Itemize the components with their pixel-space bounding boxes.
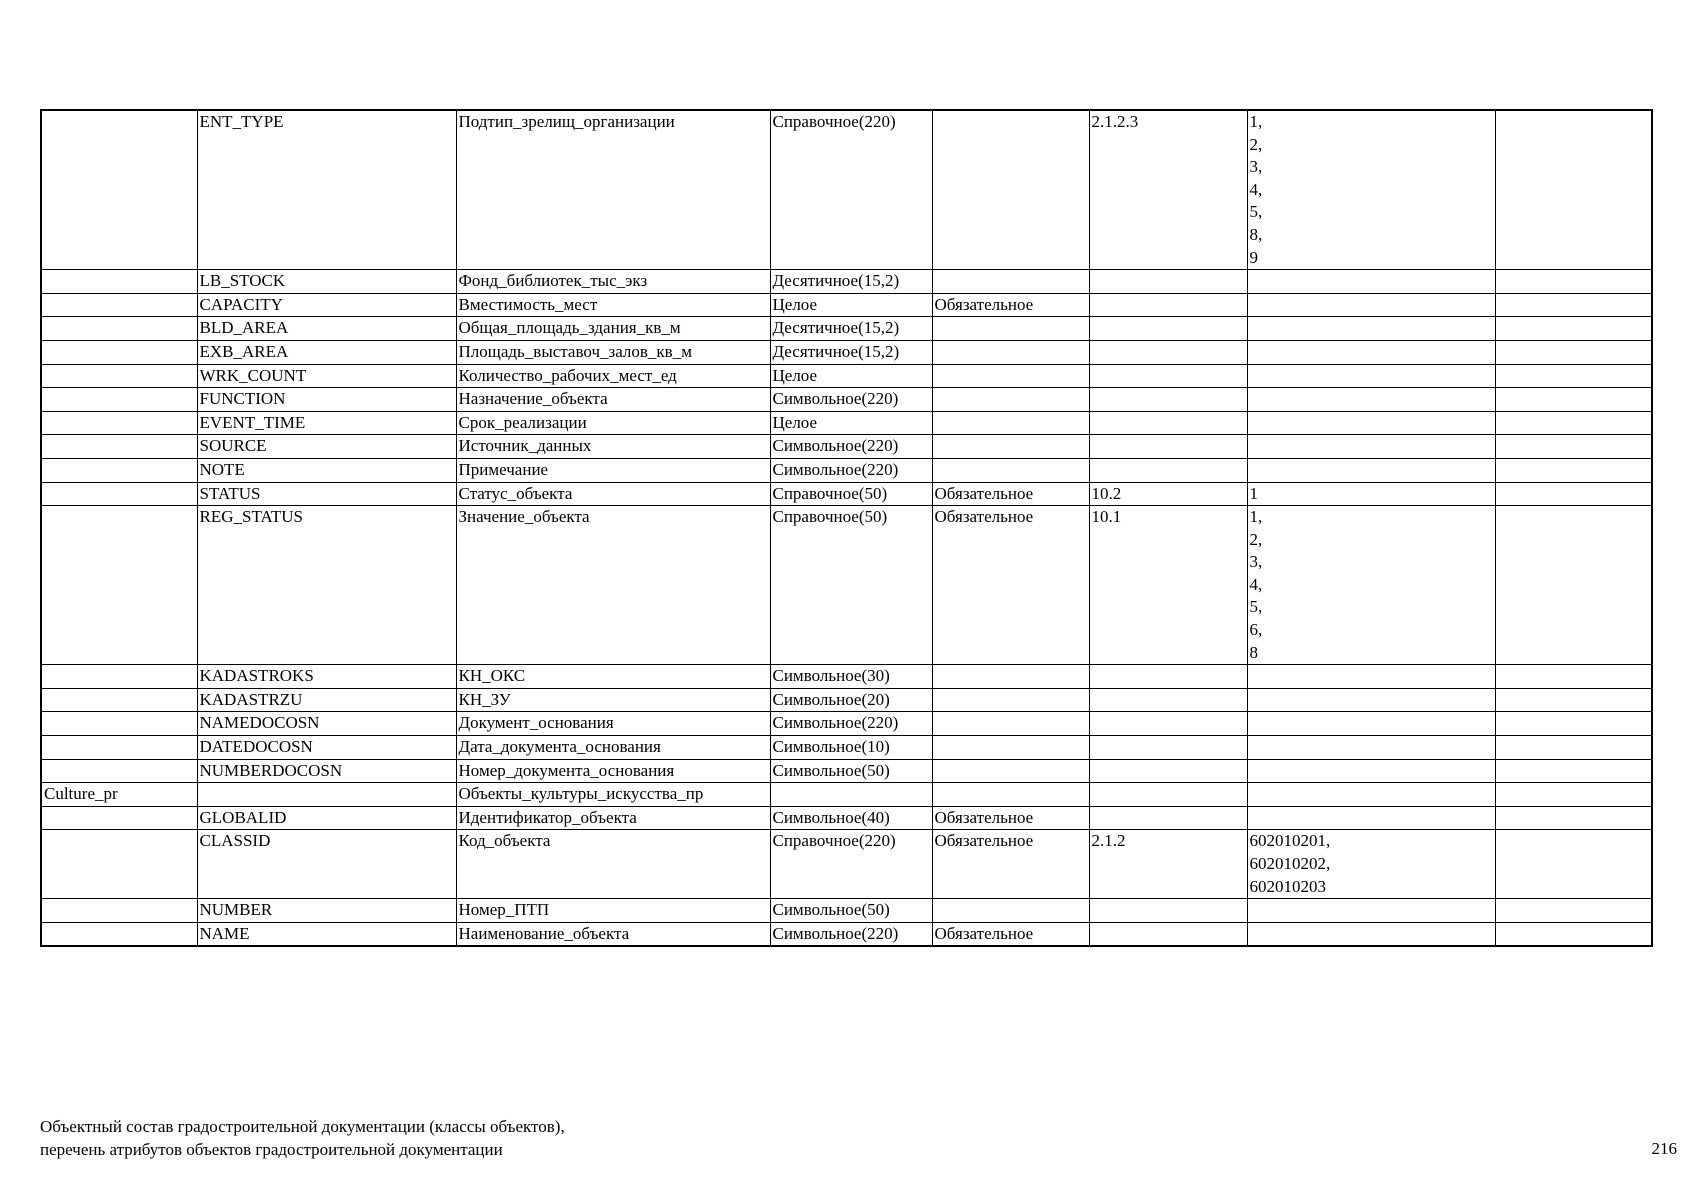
data-type-cell: Целое xyxy=(770,364,932,388)
reference-cell xyxy=(1089,364,1247,388)
code-value: 1, xyxy=(1249,507,1263,527)
code-value: 2, xyxy=(1249,529,1263,549)
data-type-cell: Целое xyxy=(770,411,932,435)
class-name-cell xyxy=(41,458,197,482)
required-cell xyxy=(932,270,1089,294)
document-caption xyxy=(40,1116,565,1161)
table-row xyxy=(41,482,1652,506)
required-cell xyxy=(932,317,1089,341)
codes-cell xyxy=(1247,665,1495,689)
reference-cell xyxy=(1089,759,1247,783)
reference-cell xyxy=(1089,665,1247,689)
code-value: 8 xyxy=(1249,642,1258,662)
reference-cell xyxy=(1089,783,1247,807)
field-name-cell: FUNCTION xyxy=(197,388,456,412)
codes-cell xyxy=(1247,506,1495,665)
field-alias-cell: Объекты_культуры_искусства_пр xyxy=(456,783,770,807)
class-name-cell xyxy=(41,759,197,783)
codes-cell xyxy=(1247,482,1495,506)
field-alias-cell: Источник_данных xyxy=(456,435,770,459)
required-cell xyxy=(932,340,1089,364)
class-name-cell xyxy=(41,411,197,435)
field-name-cell: DATEDOCOSN xyxy=(197,736,456,760)
field-alias-cell: Номер_ПТП xyxy=(456,899,770,923)
reference-cell xyxy=(1089,458,1247,482)
required-cell: Обязательное xyxy=(932,830,1089,899)
codes-cell xyxy=(1247,317,1495,341)
field-name-cell: NOTE xyxy=(197,458,456,482)
table-row xyxy=(41,922,1652,946)
codes-cell xyxy=(1247,899,1495,923)
field-name-cell: SOURCE xyxy=(197,435,456,459)
field-alias-cell: КН_ОКС xyxy=(456,665,770,689)
table-row xyxy=(41,270,1652,294)
field-name-cell xyxy=(197,783,456,807)
class-name-cell xyxy=(41,388,197,412)
code-value: 4, xyxy=(1249,179,1263,199)
table-row xyxy=(41,458,1652,482)
note-cell xyxy=(1495,293,1652,317)
field-name-cell: NAMEDOCOSN xyxy=(197,712,456,736)
reference-cell xyxy=(1089,411,1247,435)
field-alias-cell: Дата_документа_основания xyxy=(456,736,770,760)
field-name-cell: GLOBALID xyxy=(197,806,456,830)
class-name-cell xyxy=(41,922,197,946)
reference-cell xyxy=(1089,899,1247,923)
data-type-cell: Справочное(50) xyxy=(770,506,932,665)
table-row xyxy=(41,411,1652,435)
codes-cell xyxy=(1247,922,1495,946)
field-alias-cell: КН_ЗУ xyxy=(456,688,770,712)
class-name-cell xyxy=(41,270,197,294)
field-alias-cell: Количество_рабочих_мест_ед xyxy=(456,364,770,388)
class-name-cell xyxy=(41,293,197,317)
table-row xyxy=(41,364,1652,388)
reference-cell xyxy=(1089,388,1247,412)
field-alias-cell: Подтип_зрелищ_организации xyxy=(456,110,770,270)
reference-cell: 2.1.2 xyxy=(1089,830,1247,899)
reference-cell: 2.1.2.3 xyxy=(1089,110,1247,270)
code-value: 1, xyxy=(1249,112,1263,131)
table-row xyxy=(41,435,1652,459)
class-name-cell xyxy=(41,110,197,270)
data-type-cell: Символьное(220) xyxy=(770,922,932,946)
field-name-cell: REG_STATUS xyxy=(197,506,456,665)
code-value: 5, xyxy=(1249,202,1263,222)
field-name-cell: BLD_AREA xyxy=(197,317,456,341)
field-alias-cell: Назначение_объекта xyxy=(456,388,770,412)
field-name-cell: EVENT_TIME xyxy=(197,411,456,435)
data-type-cell: Символьное(50) xyxy=(770,899,932,923)
data-type-cell: Справочное(220) xyxy=(770,110,932,270)
note-cell xyxy=(1495,712,1652,736)
required-cell xyxy=(932,388,1089,412)
required-cell xyxy=(932,759,1089,783)
data-type-cell: Целое xyxy=(770,293,932,317)
data-type-cell: Символьное(220) xyxy=(770,712,932,736)
table-row xyxy=(41,899,1652,923)
code-value: 6, xyxy=(1249,620,1263,640)
reference-cell xyxy=(1089,736,1247,760)
field-name-cell: KADASTROKS xyxy=(197,665,456,689)
page-number: 216 xyxy=(1651,1139,1677,1158)
table-row xyxy=(41,688,1652,712)
class-name-cell xyxy=(41,317,197,341)
codes-cell xyxy=(1247,411,1495,435)
attributes-table xyxy=(40,109,1653,947)
required-cell xyxy=(932,783,1089,807)
table-row xyxy=(41,783,1652,807)
table-row xyxy=(41,806,1652,830)
required-cell xyxy=(932,458,1089,482)
field-alias-cell: Срок_реализации xyxy=(456,411,770,435)
field-alias-cell: Значение_объекта xyxy=(456,506,770,665)
codes-cell xyxy=(1247,388,1495,412)
class-name-cell xyxy=(41,506,197,665)
required-cell xyxy=(932,712,1089,736)
codes-cell xyxy=(1247,458,1495,482)
field-name-cell: NUMBER xyxy=(197,899,456,923)
caption-line-1: Объектный состав градостроительной документации (классы объектов), xyxy=(40,1117,565,1136)
required-cell xyxy=(932,736,1089,760)
field-alias-cell: Общая_площадь_здания_кв_м xyxy=(456,317,770,341)
table-row xyxy=(41,665,1652,689)
data-type-cell: Справочное(220) xyxy=(770,830,932,899)
codes-cell xyxy=(1247,293,1495,317)
reference-cell xyxy=(1089,317,1247,341)
required-cell xyxy=(932,688,1089,712)
data-type-cell: Символьное(220) xyxy=(770,458,932,482)
data-type-cell: Символьное(220) xyxy=(770,388,932,412)
note-cell xyxy=(1495,830,1652,899)
data-type-cell: Символьное(40) xyxy=(770,806,932,830)
reference-cell: 10.1 xyxy=(1089,506,1247,665)
required-cell xyxy=(932,899,1089,923)
table-row xyxy=(41,340,1652,364)
required-cell xyxy=(932,435,1089,459)
code-value: 5, xyxy=(1249,597,1263,617)
table-row xyxy=(41,830,1652,899)
field-name-cell: STATUS xyxy=(197,482,456,506)
note-cell xyxy=(1495,482,1652,506)
reference-cell xyxy=(1089,922,1247,946)
note-cell xyxy=(1495,317,1652,341)
codes-cell xyxy=(1247,364,1495,388)
note-cell xyxy=(1495,506,1652,665)
data-type-cell: Символьное(10) xyxy=(770,736,932,760)
class-name-cell xyxy=(41,482,197,506)
code-value: 8, xyxy=(1249,224,1263,244)
field-name-cell: KADASTRZU xyxy=(197,688,456,712)
table-row xyxy=(41,712,1652,736)
field-alias-cell: Вместимость_мест xyxy=(456,293,770,317)
data-type-cell: Десятичное(15,2) xyxy=(770,270,932,294)
codes-cell xyxy=(1247,110,1495,270)
class-name-cell xyxy=(41,712,197,736)
codes-cell xyxy=(1247,830,1495,899)
required-cell: Обязательное xyxy=(932,293,1089,317)
note-cell xyxy=(1495,458,1652,482)
note-cell xyxy=(1495,411,1652,435)
class-name-cell xyxy=(41,830,197,899)
table-row xyxy=(41,736,1652,760)
field-name-cell: CAPACITY xyxy=(197,293,456,317)
code-value: 602010201, xyxy=(1249,831,1331,851)
note-cell xyxy=(1495,806,1652,830)
class-name-cell xyxy=(41,364,197,388)
note-cell xyxy=(1495,783,1652,807)
table-row xyxy=(41,388,1652,412)
table-row xyxy=(41,293,1652,317)
field-alias-cell: Наименование_объекта xyxy=(456,922,770,946)
data-type-cell: Десятичное(15,2) xyxy=(770,317,932,341)
data-type-cell: Символьное(20) xyxy=(770,688,932,712)
required-cell: Обязательное xyxy=(932,506,1089,665)
field-alias-cell: Номер_документа_основания xyxy=(456,759,770,783)
codes-cell xyxy=(1247,712,1495,736)
reference-cell xyxy=(1089,712,1247,736)
codes-cell xyxy=(1247,736,1495,760)
field-name-cell: NUMBERDOCOSN xyxy=(197,759,456,783)
code-value: 1 xyxy=(1249,483,1258,503)
data-type-cell: Символьное(30) xyxy=(770,665,932,689)
field-alias-cell: Идентификатор_объекта xyxy=(456,806,770,830)
class-name-cell xyxy=(41,806,197,830)
codes-cell xyxy=(1247,759,1495,783)
codes-cell xyxy=(1247,270,1495,294)
data-type-cell: Символьное(50) xyxy=(770,759,932,783)
class-name-cell xyxy=(41,688,197,712)
data-type-cell xyxy=(770,783,932,807)
field-name-cell: ENT_TYPE xyxy=(197,110,456,270)
field-alias-cell: Код_объекта xyxy=(456,830,770,899)
required-cell xyxy=(932,364,1089,388)
required-cell xyxy=(932,110,1089,270)
table-row xyxy=(41,759,1652,783)
field-alias-cell: Документ_основания xyxy=(456,712,770,736)
note-cell xyxy=(1495,388,1652,412)
class-name-cell: Culture_pr xyxy=(41,783,197,807)
codes-cell xyxy=(1247,806,1495,830)
note-cell xyxy=(1495,665,1652,689)
codes-cell xyxy=(1247,783,1495,807)
reference-cell xyxy=(1089,688,1247,712)
code-value: 602010202, xyxy=(1249,854,1331,873)
table-row xyxy=(41,110,1652,270)
code-value: 4, xyxy=(1249,574,1263,594)
field-name-cell: NAME xyxy=(197,922,456,946)
codes-cell xyxy=(1247,688,1495,712)
reference-cell: 10.2 xyxy=(1089,482,1247,506)
required-cell xyxy=(932,665,1089,689)
data-type-cell: Справочное(50) xyxy=(770,482,932,506)
data-type-cell: Символьное(220) xyxy=(770,435,932,459)
note-cell xyxy=(1495,270,1652,294)
reference-cell xyxy=(1089,340,1247,364)
code-value: 602010203 xyxy=(1249,876,1326,896)
field-alias-cell: Статус_объекта xyxy=(456,482,770,506)
data-type-cell: Десятичное(15,2) xyxy=(770,340,932,364)
field-name-cell: EXB_AREA xyxy=(197,340,456,364)
reference-cell xyxy=(1089,435,1247,459)
class-name-cell xyxy=(41,665,197,689)
field-name-cell: WRK_COUNT xyxy=(197,364,456,388)
attributes-table-body xyxy=(41,110,1652,946)
class-name-cell xyxy=(41,340,197,364)
field-alias-cell: Площадь_выставоч_залов_кв_м xyxy=(456,340,770,364)
code-value: 9 xyxy=(1249,247,1258,267)
reference-cell xyxy=(1089,293,1247,317)
required-cell: Обязательное xyxy=(932,922,1089,946)
caption-line-2: перечень атрибутов объектов градостроительной документации xyxy=(40,1139,503,1159)
reference-cell xyxy=(1089,806,1247,830)
code-value: 3, xyxy=(1249,552,1263,572)
field-name-cell: CLASSID xyxy=(197,830,456,899)
class-name-cell xyxy=(41,435,197,459)
table-row xyxy=(41,317,1652,341)
reference-cell xyxy=(1089,270,1247,294)
note-cell xyxy=(1495,759,1652,783)
required-cell xyxy=(932,411,1089,435)
note-cell xyxy=(1495,899,1652,923)
table-row xyxy=(41,506,1652,665)
codes-cell xyxy=(1247,435,1495,459)
code-value: 2, xyxy=(1249,134,1263,154)
field-alias-cell: Примечание xyxy=(456,458,770,482)
note-cell xyxy=(1495,736,1652,760)
note-cell xyxy=(1495,364,1652,388)
required-cell: Обязательное xyxy=(932,482,1089,506)
required-cell: Обязательное xyxy=(932,806,1089,830)
note-cell xyxy=(1495,688,1652,712)
codes-cell xyxy=(1247,340,1495,364)
note-cell xyxy=(1495,922,1652,946)
note-cell xyxy=(1495,340,1652,364)
class-name-cell xyxy=(41,899,197,923)
class-name-cell xyxy=(41,736,197,760)
note-cell xyxy=(1495,110,1652,270)
field-alias-cell: Фонд_библиотек_тыс_экз xyxy=(456,270,770,294)
note-cell xyxy=(1495,435,1652,459)
code-value: 3, xyxy=(1249,157,1263,177)
field-name-cell: LB_STOCK xyxy=(197,270,456,294)
